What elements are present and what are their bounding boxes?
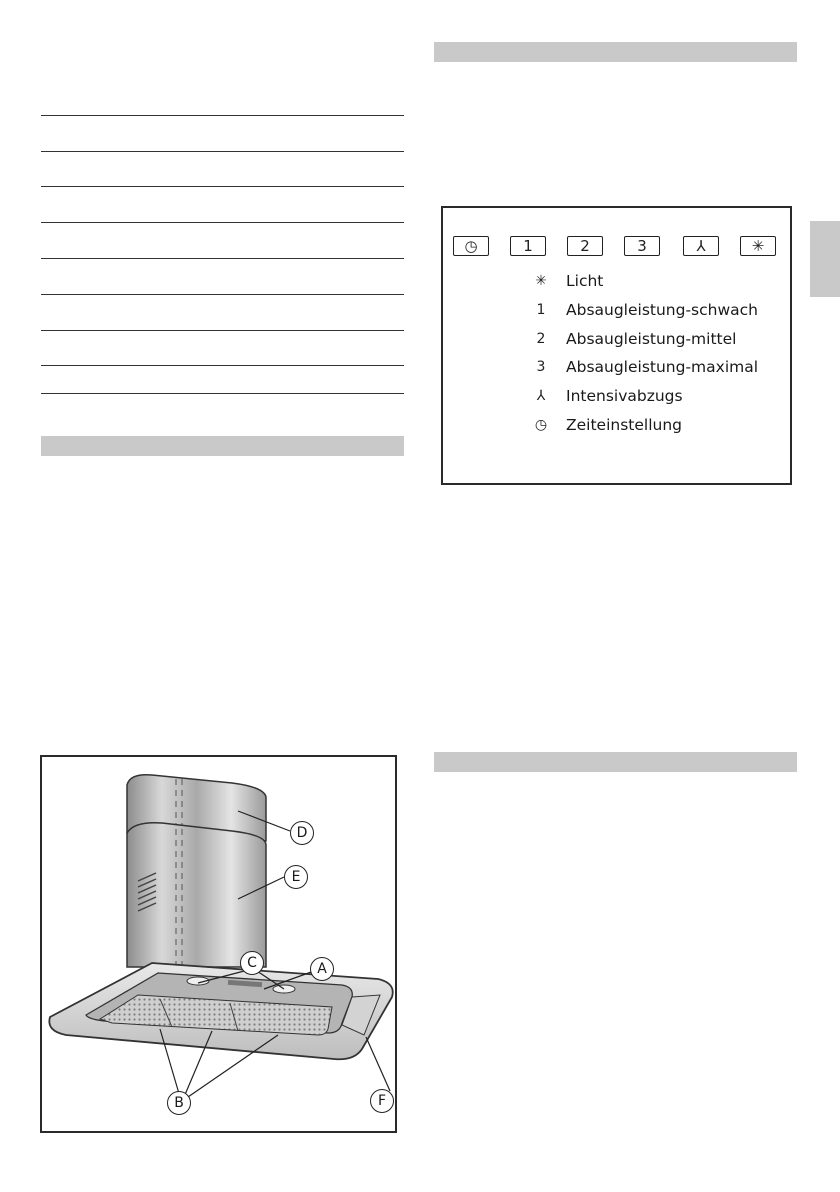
hood-illustration <box>42 757 395 1131</box>
table-rule-3 <box>41 186 404 187</box>
table-rule-5 <box>41 258 404 259</box>
table-rule-2 <box>41 151 404 152</box>
callout-d <box>290 821 314 845</box>
speed-2-icon: 2 <box>580 237 590 255</box>
language-tab <box>810 221 840 297</box>
speed-2-icon: 2 <box>536 331 546 347</box>
speed-3-icon: 3 <box>637 237 647 255</box>
callout-b <box>167 1091 191 1115</box>
intensive-fan-icon: ⅄ <box>536 388 546 404</box>
table-rule-6 <box>41 294 404 295</box>
section-bar-right-bottom <box>434 752 797 772</box>
table-rule-8 <box>41 365 404 366</box>
legend-label: Licht <box>566 272 604 290</box>
light-icon: ✳ <box>535 273 547 289</box>
legend-row-light <box>531 269 603 293</box>
legend-label: Intensivabzugs <box>566 387 683 405</box>
hood-diagram-frame <box>40 755 397 1133</box>
callout-a <box>310 957 334 981</box>
legend-row-speed-1 <box>531 298 758 322</box>
speed-3-button <box>624 236 660 256</box>
callout-d-label: D <box>296 825 308 841</box>
control-panel-figure <box>441 206 792 485</box>
legend-label: Absaugleistung-mittel <box>566 330 737 348</box>
table-rule-1 <box>41 115 404 116</box>
timer-button <box>453 236 489 256</box>
speed-1-icon: 1 <box>523 237 533 255</box>
callout-f-label: F <box>377 1093 387 1109</box>
speed-1-icon: 1 <box>536 302 546 318</box>
callout-e <box>284 865 308 889</box>
callout-c-label: C <box>247 955 257 971</box>
legend-label: Absaugleistung-schwach <box>566 301 759 319</box>
timer-icon: ◷ <box>534 417 548 433</box>
callout-a-label: A <box>317 961 327 977</box>
section-bar-right-top <box>434 42 797 62</box>
legend-label: Absaugleistung-maximal <box>566 358 759 376</box>
intensive-button <box>683 236 719 256</box>
legend-label: Zeiteinstellung <box>566 416 682 434</box>
callout-f <box>370 1089 394 1113</box>
legend-row-intensive <box>531 384 683 408</box>
legend-row-speed-3 <box>531 355 758 379</box>
table-rule-4 <box>41 222 404 223</box>
light-button <box>740 236 776 256</box>
intensive-fan-icon: ⅄ <box>696 237 706 255</box>
section-bar-left <box>41 436 404 456</box>
legend-row-timer <box>531 413 682 437</box>
speed-3-icon: 3 <box>536 359 546 375</box>
light-icon: ✳ <box>751 237 765 255</box>
speed-2-button <box>567 236 603 256</box>
callout-c <box>240 951 264 975</box>
callout-b-label: B <box>174 1095 184 1111</box>
callout-e-label: E <box>291 869 301 885</box>
table-rule-7 <box>41 330 404 331</box>
timer-icon: ◷ <box>464 237 478 255</box>
legend-row-speed-2 <box>531 327 736 351</box>
table-rule-9 <box>41 393 404 394</box>
speed-1-button <box>510 236 546 256</box>
